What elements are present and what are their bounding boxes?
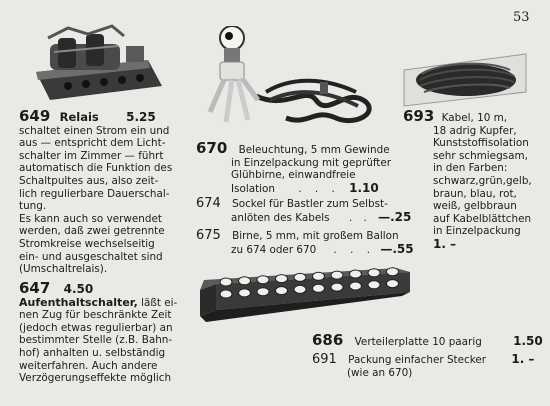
item-686-text: Verteilerplatte 10 paarig <box>354 336 482 348</box>
item-649 <box>19 108 172 276</box>
distributor-plate-photo-icon <box>196 266 421 326</box>
item-693-line: sehr schmiegsam, <box>433 149 528 162</box>
item-670-price: 1.10 <box>349 180 379 195</box>
socket-hole <box>313 272 325 280</box>
item-647-name: Aufenthaltschalter, <box>19 295 138 309</box>
socket-hole <box>368 281 380 289</box>
socket-hole <box>239 277 251 285</box>
item-647-number: 647 <box>19 279 51 297</box>
item-674-price: —.25 <box>378 209 412 224</box>
item-693 <box>403 108 532 251</box>
item-693-line: 18 adrig Kupfer, <box>433 124 517 137</box>
relay-photo-icon <box>28 24 168 104</box>
item-670-dots: . . . <box>298 182 340 195</box>
item-691-line: Packung einfacher Stecker <box>348 354 487 366</box>
item-686 <box>312 332 543 349</box>
item-670 <box>196 140 391 195</box>
cable-coil-photo-icon <box>400 52 530 108</box>
item-647-line: Verzögerungseffekte möglich <box>19 372 172 385</box>
socket-hole <box>387 280 399 288</box>
item-670-line: Glühbirne, einwandfreie <box>231 169 356 182</box>
item-649-name: Relais <box>59 110 99 124</box>
item-649-line: schalter im Zimmer — führt <box>19 149 164 162</box>
item-691-number: 691 <box>312 352 337 367</box>
item-693-line: schwarz,grün,gelb, <box>433 174 532 187</box>
item-675-number: 675 <box>196 228 221 243</box>
socket-hole <box>220 290 232 298</box>
socket-hole <box>276 287 288 295</box>
item-647-price: 4.50 <box>63 282 94 296</box>
socket-hole <box>257 288 269 296</box>
item-674-dots: . . <box>348 211 371 224</box>
socket-hole <box>294 285 306 293</box>
item-649-line: ein- und ausgeschaltet sind <box>19 250 163 263</box>
item-647 <box>19 280 177 385</box>
item-670-line: Beleuchtung, 5 mm Gewinde <box>238 144 390 156</box>
socket-hole <box>294 273 306 281</box>
item-649-price: 5.25 <box>126 110 156 124</box>
item-649-line: schaltet einen Strom ein und <box>19 124 170 137</box>
item-693-line: in den Farben: <box>433 162 508 175</box>
item-693-price: 1. – <box>433 236 457 251</box>
item-675-line: Birne, 5 mm, mit großem Ballon <box>232 230 399 242</box>
item-675-price: —.55 <box>380 241 414 256</box>
socket-hole <box>350 282 362 290</box>
item-649-line: (Umschaltrelais). <box>19 263 108 276</box>
item-649-line: tung. <box>19 200 47 213</box>
socket-hole <box>313 284 325 292</box>
item-674-number: 674 <box>196 196 221 211</box>
item-649-line: Es kann auch so verwendet <box>19 212 162 225</box>
item-675-line: zu 674 oder 670 <box>231 243 317 256</box>
item-693-line: auf Kabelblättchen <box>433 212 532 225</box>
socket-hole <box>257 276 269 284</box>
item-647-line: (jedoch etwas regulierbar) an <box>19 321 173 334</box>
socket-hole <box>387 268 399 276</box>
item-647-line: weiterfahren. Auch andere <box>19 359 158 372</box>
socket-hole <box>368 269 380 277</box>
item-693-line: braun, blau, rot, <box>433 187 517 200</box>
socket-hole <box>220 278 232 286</box>
item-647-line: hof) anhalten u. selbständig <box>19 346 166 359</box>
item-674-line: Sockel für Bastler zum Selbst- <box>232 198 388 210</box>
item-649-line: aus — entspricht dem Licht- <box>19 137 166 150</box>
item-647-line: nen Zug für beschränkte Zeit <box>19 309 172 322</box>
item-686-price: 1.50 <box>513 334 543 348</box>
lamp-socket-photo-icon <box>196 26 391 138</box>
socket-hole <box>239 289 251 297</box>
item-691 <box>312 353 534 379</box>
item-686-number: 686 <box>312 331 344 349</box>
item-691-price: 1. – <box>511 352 535 366</box>
socket-hole <box>350 270 362 278</box>
item-674 <box>196 198 411 224</box>
item-691-line: (wie an 670) <box>347 366 413 379</box>
item-675 <box>196 230 414 256</box>
item-670-line: Isolation <box>231 182 275 195</box>
socket-hole <box>276 275 288 283</box>
item-649-number: 649 <box>19 107 51 125</box>
item-647-line: bestimmter Stelle (z.B. Bahn- <box>19 334 173 347</box>
item-674-line: anlöten des Kabels <box>231 211 330 224</box>
item-675-dots: . . . <box>333 243 376 256</box>
item-693-line: Kabel, 10 m, <box>441 112 508 124</box>
item-649-line: werden, daß zwei getrennte <box>19 225 165 238</box>
item-693-line: Kunststoffisolation <box>433 137 529 150</box>
item-670-line: in Einzelpackung mit geprüfter <box>231 156 392 169</box>
item-649-line: Stromkreise wechselseitig <box>19 237 155 250</box>
socket-hole <box>331 283 343 291</box>
item-649-line: Schaltpultes aus, also zeit- <box>19 174 159 187</box>
item-693-line: weiß, gelbbraun <box>433 200 517 213</box>
item-649-line: lich regulierbare Dauerschal- <box>19 187 170 200</box>
socket-hole <box>331 271 343 279</box>
item-649-line: automatisch die Funktion des <box>19 162 173 175</box>
page-number: 53 <box>513 10 530 25</box>
item-670-number: 670 <box>196 139 228 157</box>
item-693-line: in Einzelpackung <box>433 225 521 238</box>
item-647-line: läßt ei- <box>141 296 178 309</box>
item-693-number: 693 <box>403 107 435 125</box>
